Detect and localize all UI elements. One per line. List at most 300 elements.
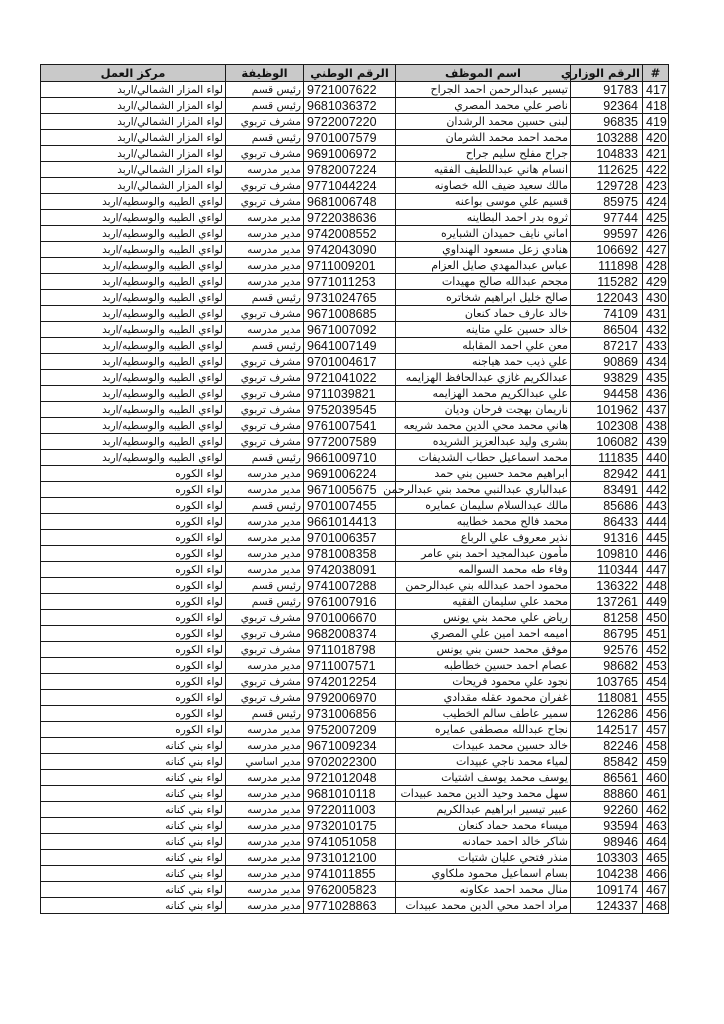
employee-name-cell: رياض علي محمد بني يونس: [396, 610, 571, 626]
ministry-id-cell: 82942: [571, 466, 643, 482]
workplace-cell: لواء بني كنانه: [41, 882, 226, 898]
national-id-cell: 9711018798: [304, 642, 396, 658]
employee-name-cell: مأمون عبدالمجيد احمد بني عامر: [396, 546, 571, 562]
row-number-cell: 461: [643, 786, 669, 802]
national-id-cell: 9742038091: [304, 562, 396, 578]
job-title-cell: مشرف تربوي: [226, 194, 304, 210]
job-title-cell: مشرف تربوي: [226, 370, 304, 386]
ministry-id-cell: 83491: [571, 482, 643, 498]
national-id-cell: 9761007916: [304, 594, 396, 610]
job-title-cell: مشرف تربوي: [226, 178, 304, 194]
row-number-cell: 444: [643, 514, 669, 530]
ministry-id-cell: 142517: [571, 722, 643, 738]
ministry-id-cell: 85842: [571, 754, 643, 770]
ministry-id-cell: 122043: [571, 290, 643, 306]
national-id-cell: 9762005823: [304, 882, 396, 898]
header-job: الوظيفة: [226, 65, 304, 82]
employee-name-cell: ناصر علي محمد المصري: [396, 98, 571, 114]
employee-name-cell: صالح خليل ابراهيم شخاتره: [396, 290, 571, 306]
workplace-cell: لواء الكوره: [41, 514, 226, 530]
ministry-id-cell: 102308: [571, 418, 643, 434]
ministry-id-cell: 92260: [571, 802, 643, 818]
workplace-cell: لواء الكوره: [41, 530, 226, 546]
job-title-cell: رئيس قسم: [226, 706, 304, 722]
employee-name-cell: اميمه احمد امين علي المصري: [396, 626, 571, 642]
row-number-cell: 446: [643, 546, 669, 562]
ministry-id-cell: 104238: [571, 866, 643, 882]
job-title-cell: مشرف تربوي: [226, 146, 304, 162]
national-id-cell: 9711009201: [304, 258, 396, 274]
workplace-cell: لواء الكوره: [41, 690, 226, 706]
table-row: [41, 274, 669, 290]
ministry-id-cell: 106082: [571, 434, 643, 450]
workplace-cell: لواءي الطيبه والوسطيه/اربد: [41, 402, 226, 418]
national-id-cell: 9742008552: [304, 226, 396, 242]
employee-name-cell: انسام هاني عبداللطيف الفقيه: [396, 162, 571, 178]
national-id-cell: 9752039545: [304, 402, 396, 418]
row-number-cell: 463: [643, 818, 669, 834]
workplace-cell: لواء المزار الشمالي/اربد: [41, 82, 226, 98]
table-row: [41, 802, 669, 818]
job-title-cell: مدير مدرسه: [226, 722, 304, 738]
table-row: [41, 818, 669, 834]
table-row: [41, 370, 669, 386]
workplace-cell: لواء بني كنانه: [41, 738, 226, 754]
employee-name-cell: نجاح عبدالله مصطفى عمايره: [396, 722, 571, 738]
job-title-cell: مدير مدرسه: [226, 258, 304, 274]
ministry-id-cell: 109810: [571, 546, 643, 562]
ministry-id-cell: 103288: [571, 130, 643, 146]
employee-name-cell: بشرى وليد عبدالعزيز الشريده: [396, 434, 571, 450]
job-title-cell: رئيس قسم: [226, 578, 304, 594]
national-id-cell: 9661009710: [304, 450, 396, 466]
table-header-row: [41, 65, 669, 82]
ministry-id-cell: 82246: [571, 738, 643, 754]
job-title-cell: مشرف تربوي: [226, 642, 304, 658]
row-number-cell: 422: [643, 162, 669, 178]
row-number-cell: 443: [643, 498, 669, 514]
row-number-cell: 460: [643, 770, 669, 786]
employee-name-cell: نذير معروف علي الرباع: [396, 530, 571, 546]
table-row: [41, 418, 669, 434]
workplace-cell: لواء الكوره: [41, 594, 226, 610]
national-id-cell: 9781008358: [304, 546, 396, 562]
row-number-cell: 452: [643, 642, 669, 658]
table-row: [41, 530, 669, 546]
employee-name-cell: سهل محمد وحيد الدين محمد عبيدات: [396, 786, 571, 802]
row-number-cell: 466: [643, 866, 669, 882]
workplace-cell: لواءي الطيبه والوسطيه/اربد: [41, 194, 226, 210]
row-number-cell: 442: [643, 482, 669, 498]
table-row: [41, 322, 669, 338]
job-title-cell: مدير مدرسه: [226, 802, 304, 818]
ministry-id-cell: 87217: [571, 338, 643, 354]
workplace-cell: لواء الكوره: [41, 722, 226, 738]
row-number-cell: 431: [643, 306, 669, 322]
row-number-cell: 421: [643, 146, 669, 162]
ministry-id-cell: 103303: [571, 850, 643, 866]
row-number-cell: 429: [643, 274, 669, 290]
job-title-cell: مشرف تربوي: [226, 402, 304, 418]
ministry-id-cell: 96835: [571, 114, 643, 130]
table-row: [41, 610, 669, 626]
workplace-cell: لواء بني كنانه: [41, 866, 226, 882]
workplace-cell: لواء الكوره: [41, 498, 226, 514]
row-number-cell: 430: [643, 290, 669, 306]
row-number-cell: 458: [643, 738, 669, 754]
ministry-id-cell: 92364: [571, 98, 643, 114]
job-title-cell: مدير مدرسه: [226, 818, 304, 834]
row-number-cell: 464: [643, 834, 669, 850]
workplace-cell: لواء الكوره: [41, 626, 226, 642]
job-title-cell: رئيس قسم: [226, 82, 304, 98]
row-number-cell: 453: [643, 658, 669, 674]
employee-name-cell: منال محمد احمد عكاونه: [396, 882, 571, 898]
ministry-id-cell: 99597: [571, 226, 643, 242]
national-id-cell: 9731024765: [304, 290, 396, 306]
header-ministry-id: الرقم الوزاري: [571, 65, 643, 82]
national-id-cell: 9771011253: [304, 274, 396, 290]
workplace-cell: لواءي الطيبه والوسطيه/اربد: [41, 322, 226, 338]
national-id-cell: 9702022300: [304, 754, 396, 770]
employee-name-cell: ميساء محمد حماد كنعان: [396, 818, 571, 834]
table-row: [41, 226, 669, 242]
national-id-cell: 9761007541: [304, 418, 396, 434]
table-row: [41, 338, 669, 354]
workplace-cell: لواء بني كنانه: [41, 754, 226, 770]
row-number-cell: 454: [643, 674, 669, 690]
table-row: [41, 210, 669, 226]
ministry-id-cell: 86433: [571, 514, 643, 530]
workplace-cell: لواءي الطيبه والوسطيه/اربد: [41, 226, 226, 242]
job-title-cell: مدير مدرسه: [226, 530, 304, 546]
employee-name-cell: قسيم علي موسى بواعنه: [396, 194, 571, 210]
table-row: [41, 674, 669, 690]
job-title-cell: مشرف تربوي: [226, 418, 304, 434]
ministry-id-cell: 112625: [571, 162, 643, 178]
national-id-cell: 9681036372: [304, 98, 396, 114]
row-number-cell: 418: [643, 98, 669, 114]
workplace-cell: لواءي الطيبه والوسطيه/اربد: [41, 418, 226, 434]
workplace-cell: لواء بني كنانه: [41, 850, 226, 866]
national-id-cell: 9711007571: [304, 658, 396, 674]
table-row: [41, 850, 669, 866]
ministry-id-cell: 111898: [571, 258, 643, 274]
table-row: [41, 546, 669, 562]
workplace-cell: لواء الكوره: [41, 610, 226, 626]
job-title-cell: مدير مدرسه: [226, 562, 304, 578]
employee-table: [40, 64, 669, 914]
employee-name-cell: علي ذيب حمد هياجنه: [396, 354, 571, 370]
ministry-id-cell: 137261: [571, 594, 643, 610]
row-number-cell: 451: [643, 626, 669, 642]
row-number-cell: 428: [643, 258, 669, 274]
workplace-cell: لواء الكوره: [41, 466, 226, 482]
header-employee-name: اسم الموظف: [396, 65, 571, 82]
table-row: [41, 466, 669, 482]
table-row: [41, 626, 669, 642]
job-title-cell: رئيس قسم: [226, 450, 304, 466]
workplace-cell: لواء بني كنانه: [41, 818, 226, 834]
employee-name-cell: محمد احمد محمد الشرمان: [396, 130, 571, 146]
national-id-cell: 9721012048: [304, 770, 396, 786]
employee-name-cell: عبدالكريم غازي عبدالحافظ الهزايمه: [396, 370, 571, 386]
job-title-cell: مدير مدرسه: [226, 466, 304, 482]
table-row: [41, 866, 669, 882]
workplace-cell: لواء بني كنانه: [41, 786, 226, 802]
national-id-cell: 9671005675: [304, 482, 396, 498]
workplace-cell: لواء الكوره: [41, 546, 226, 562]
table-row: [41, 770, 669, 786]
national-id-cell: 9731006856: [304, 706, 396, 722]
national-id-cell: 9741011855: [304, 866, 396, 882]
job-title-cell: مشرف تربوي: [226, 434, 304, 450]
job-title-cell: مدير مدرسه: [226, 226, 304, 242]
row-number-cell: 447: [643, 562, 669, 578]
ministry-id-cell: 91783: [571, 82, 643, 98]
employee-name-cell: محمد علي سليمان الفقيه: [396, 594, 571, 610]
employee-name-cell: ناريمان بهجت فرحان وديان: [396, 402, 571, 418]
row-number-cell: 423: [643, 178, 669, 194]
row-number-cell: 419: [643, 114, 669, 130]
header-num: #: [643, 65, 669, 82]
workplace-cell: لواءي الطيبه والوسطيه/اربد: [41, 370, 226, 386]
national-id-cell: 9721041022: [304, 370, 396, 386]
job-title-cell: مشرف تربوي: [226, 610, 304, 626]
ministry-id-cell: 136322: [571, 578, 643, 594]
ministry-id-cell: 98682: [571, 658, 643, 674]
row-number-cell: 467: [643, 882, 669, 898]
national-id-cell: 9671007092: [304, 322, 396, 338]
workplace-cell: لواء المزار الشمالي/اربد: [41, 162, 226, 178]
ministry-id-cell: 124337: [571, 898, 643, 914]
national-id-cell: 9701007455: [304, 498, 396, 514]
employee-name-cell: جراح مفلح سليم جراح: [396, 146, 571, 162]
workplace-cell: لواء بني كنانه: [41, 898, 226, 914]
workplace-cell: لواءي الطيبه والوسطيه/اربد: [41, 338, 226, 354]
table-row: [41, 562, 669, 578]
row-number-cell: 420: [643, 130, 669, 146]
ministry-id-cell: 86504: [571, 322, 643, 338]
table-row: [41, 450, 669, 466]
national-id-cell: 9771044224: [304, 178, 396, 194]
row-number-cell: 432: [643, 322, 669, 338]
ministry-id-cell: 74109: [571, 306, 643, 322]
employee-name-cell: موفق محمد حسن بني يونس: [396, 642, 571, 658]
employee-name-cell: منذر فتحي عليان شتيات: [396, 850, 571, 866]
workplace-cell: لواء المزار الشمالي/اربد: [41, 130, 226, 146]
national-id-cell: 9641007149: [304, 338, 396, 354]
job-title-cell: مدير مدرسه: [226, 514, 304, 530]
job-title-cell: مدير مدرسه: [226, 882, 304, 898]
job-title-cell: مدير مدرسه: [226, 546, 304, 562]
table-row: [41, 242, 669, 258]
row-number-cell: 427: [643, 242, 669, 258]
table-row: [41, 642, 669, 658]
table-row: [41, 146, 669, 162]
national-id-cell: 9701004617: [304, 354, 396, 370]
ministry-id-cell: 88860: [571, 786, 643, 802]
workplace-cell: لواءي الطيبه والوسطيه/اربد: [41, 450, 226, 466]
national-id-cell: 9671008685: [304, 306, 396, 322]
ministry-id-cell: 81258: [571, 610, 643, 626]
row-number-cell: 441: [643, 466, 669, 482]
row-number-cell: 426: [643, 226, 669, 242]
row-number-cell: 450: [643, 610, 669, 626]
workplace-cell: لواء بني كنانه: [41, 770, 226, 786]
employee-name-cell: خالد عارف حماد كنعان: [396, 306, 571, 322]
row-number-cell: 438: [643, 418, 669, 434]
job-title-cell: مدير مدرسه: [226, 210, 304, 226]
employee-name-cell: مالك سعيد ضيف الله خصاونه: [396, 178, 571, 194]
row-number-cell: 437: [643, 402, 669, 418]
table-row: [41, 98, 669, 114]
row-number-cell: 459: [643, 754, 669, 770]
national-id-cell: 9722038636: [304, 210, 396, 226]
job-title-cell: مشرف تربوي: [226, 354, 304, 370]
ministry-id-cell: 126286: [571, 706, 643, 722]
job-title-cell: مدير مدرسه: [226, 322, 304, 338]
job-title-cell: رئيس قسم: [226, 98, 304, 114]
job-title-cell: مدير مدرسه: [226, 786, 304, 802]
national-id-cell: 9661014413: [304, 514, 396, 530]
workplace-cell: لواء الكوره: [41, 562, 226, 578]
table-row: [41, 386, 669, 402]
table-row: [41, 306, 669, 322]
ministry-id-cell: 85686: [571, 498, 643, 514]
table-row: [41, 658, 669, 674]
workplace-cell: لواءي الطيبه والوسطيه/اربد: [41, 274, 226, 290]
national-id-cell: 9701006357: [304, 530, 396, 546]
national-id-cell: 9722007220: [304, 114, 396, 130]
employee-name-cell: وفاء طه محمد السوالمه: [396, 562, 571, 578]
table-row: [41, 354, 669, 370]
job-title-cell: رئيس قسم: [226, 498, 304, 514]
workplace-cell: لواءي الطيبه والوسطيه/اربد: [41, 306, 226, 322]
workplace-cell: لواءي الطيبه والوسطيه/اربد: [41, 242, 226, 258]
employee-name-cell: عصام احمد حسين خطاطبه: [396, 658, 571, 674]
table-row: [41, 882, 669, 898]
ministry-id-cell: 86561: [571, 770, 643, 786]
row-number-cell: 435: [643, 370, 669, 386]
ministry-id-cell: 104833: [571, 146, 643, 162]
job-title-cell: مشرف تربوي: [226, 306, 304, 322]
ministry-id-cell: 98946: [571, 834, 643, 850]
job-title-cell: مدير مدرسه: [226, 738, 304, 754]
ministry-id-cell: 110344: [571, 562, 643, 578]
employee-name-cell: شاكر خالد احمد حمادنه: [396, 834, 571, 850]
job-title-cell: مدير مدرسه: [226, 162, 304, 178]
workplace-cell: لواء الكوره: [41, 642, 226, 658]
national-id-cell: 9741051058: [304, 834, 396, 850]
table-row: [41, 402, 669, 418]
ministry-id-cell: 92576: [571, 642, 643, 658]
national-id-cell: 9792006970: [304, 690, 396, 706]
ministry-id-cell: 129728: [571, 178, 643, 194]
row-number-cell: 434: [643, 354, 669, 370]
row-number-cell: 425: [643, 210, 669, 226]
employee-name-cell: مالك عبدالسلام سليمان عمايره: [396, 498, 571, 514]
employee-name-cell: عباس عبدالمهدي صايل العزام: [396, 258, 571, 274]
table-row: [41, 178, 669, 194]
ministry-id-cell: 97744: [571, 210, 643, 226]
employee-name-cell: يوسف محمد يوسف اشتيات: [396, 770, 571, 786]
national-id-cell: 9671009234: [304, 738, 396, 754]
employee-name-cell: مجحم عبدالله صالح مهيدات: [396, 274, 571, 290]
workplace-cell: لواء الكوره: [41, 658, 226, 674]
table-row: [41, 898, 669, 914]
job-title-cell: رئيس قسم: [226, 130, 304, 146]
job-title-cell: مدير مدرسه: [226, 482, 304, 498]
table-row: [41, 290, 669, 306]
job-title-cell: مدير مدرسه: [226, 834, 304, 850]
table-row: [41, 834, 669, 850]
row-number-cell: 433: [643, 338, 669, 354]
workplace-cell: لواء بني كنانه: [41, 802, 226, 818]
workplace-cell: لواء الكوره: [41, 482, 226, 498]
ministry-id-cell: 93829: [571, 370, 643, 386]
row-number-cell: 455: [643, 690, 669, 706]
job-title-cell: مشرف تربوي: [226, 626, 304, 642]
employee-name-cell: مراد احمد محي الدين محمد عبيدات: [396, 898, 571, 914]
row-number-cell: 445: [643, 530, 669, 546]
workplace-cell: لواءي الطيبه والوسطيه/اربد: [41, 290, 226, 306]
ministry-id-cell: 106692: [571, 242, 643, 258]
employee-name-cell: غفران محمود عقله مقدادي: [396, 690, 571, 706]
row-number-cell: 456: [643, 706, 669, 722]
job-title-cell: مشرف تربوي: [226, 114, 304, 130]
job-title-cell: مشرف تربوي: [226, 690, 304, 706]
workplace-cell: لواءي الطيبه والوسطيه/اربد: [41, 258, 226, 274]
ministry-id-cell: 90869: [571, 354, 643, 370]
national-id-cell: 9701006670: [304, 610, 396, 626]
national-id-cell: 9782007224: [304, 162, 396, 178]
national-id-cell: 9771028863: [304, 898, 396, 914]
table-row: [41, 162, 669, 178]
table-row: [41, 514, 669, 530]
row-number-cell: 417: [643, 82, 669, 98]
row-number-cell: 449: [643, 594, 669, 610]
workplace-cell: لواء الكوره: [41, 674, 226, 690]
row-number-cell: 439: [643, 434, 669, 450]
workplace-cell: لواء الكوره: [41, 578, 226, 594]
workplace-cell: لواء المزار الشمالي/اربد: [41, 146, 226, 162]
employee-name-cell: بسام اسماعيل محمود ملكاوي: [396, 866, 571, 882]
employee-name-cell: سمير عاطف سالم الخطيب: [396, 706, 571, 722]
table-row: [41, 258, 669, 274]
national-id-cell: 9691006224: [304, 466, 396, 482]
ministry-id-cell: 115282: [571, 274, 643, 290]
table-row: [41, 690, 669, 706]
table-row: [41, 706, 669, 722]
header-workplace: مركز العمل: [41, 65, 226, 82]
table-row: [41, 594, 669, 610]
national-id-cell: 9701007579: [304, 130, 396, 146]
ministry-id-cell: 109174: [571, 882, 643, 898]
employee-name-cell: علي عبدالكريم محمد الهزايمه: [396, 386, 571, 402]
employee-name-cell: عبدالباري عبدالنبي محمد بني عبدالرحمن: [396, 482, 571, 498]
table-row: [41, 482, 669, 498]
table-row: [41, 82, 669, 98]
job-title-cell: مدير مدرسه: [226, 770, 304, 786]
header-national-id: الرقم الوطني: [304, 65, 396, 82]
national-id-cell: 9772007589: [304, 434, 396, 450]
ministry-id-cell: 101962: [571, 402, 643, 418]
row-number-cell: 424: [643, 194, 669, 210]
job-title-cell: مدير اساسي: [226, 754, 304, 770]
workplace-cell: لواءي الطيبه والوسطيه/اربد: [41, 210, 226, 226]
table-row: [41, 130, 669, 146]
